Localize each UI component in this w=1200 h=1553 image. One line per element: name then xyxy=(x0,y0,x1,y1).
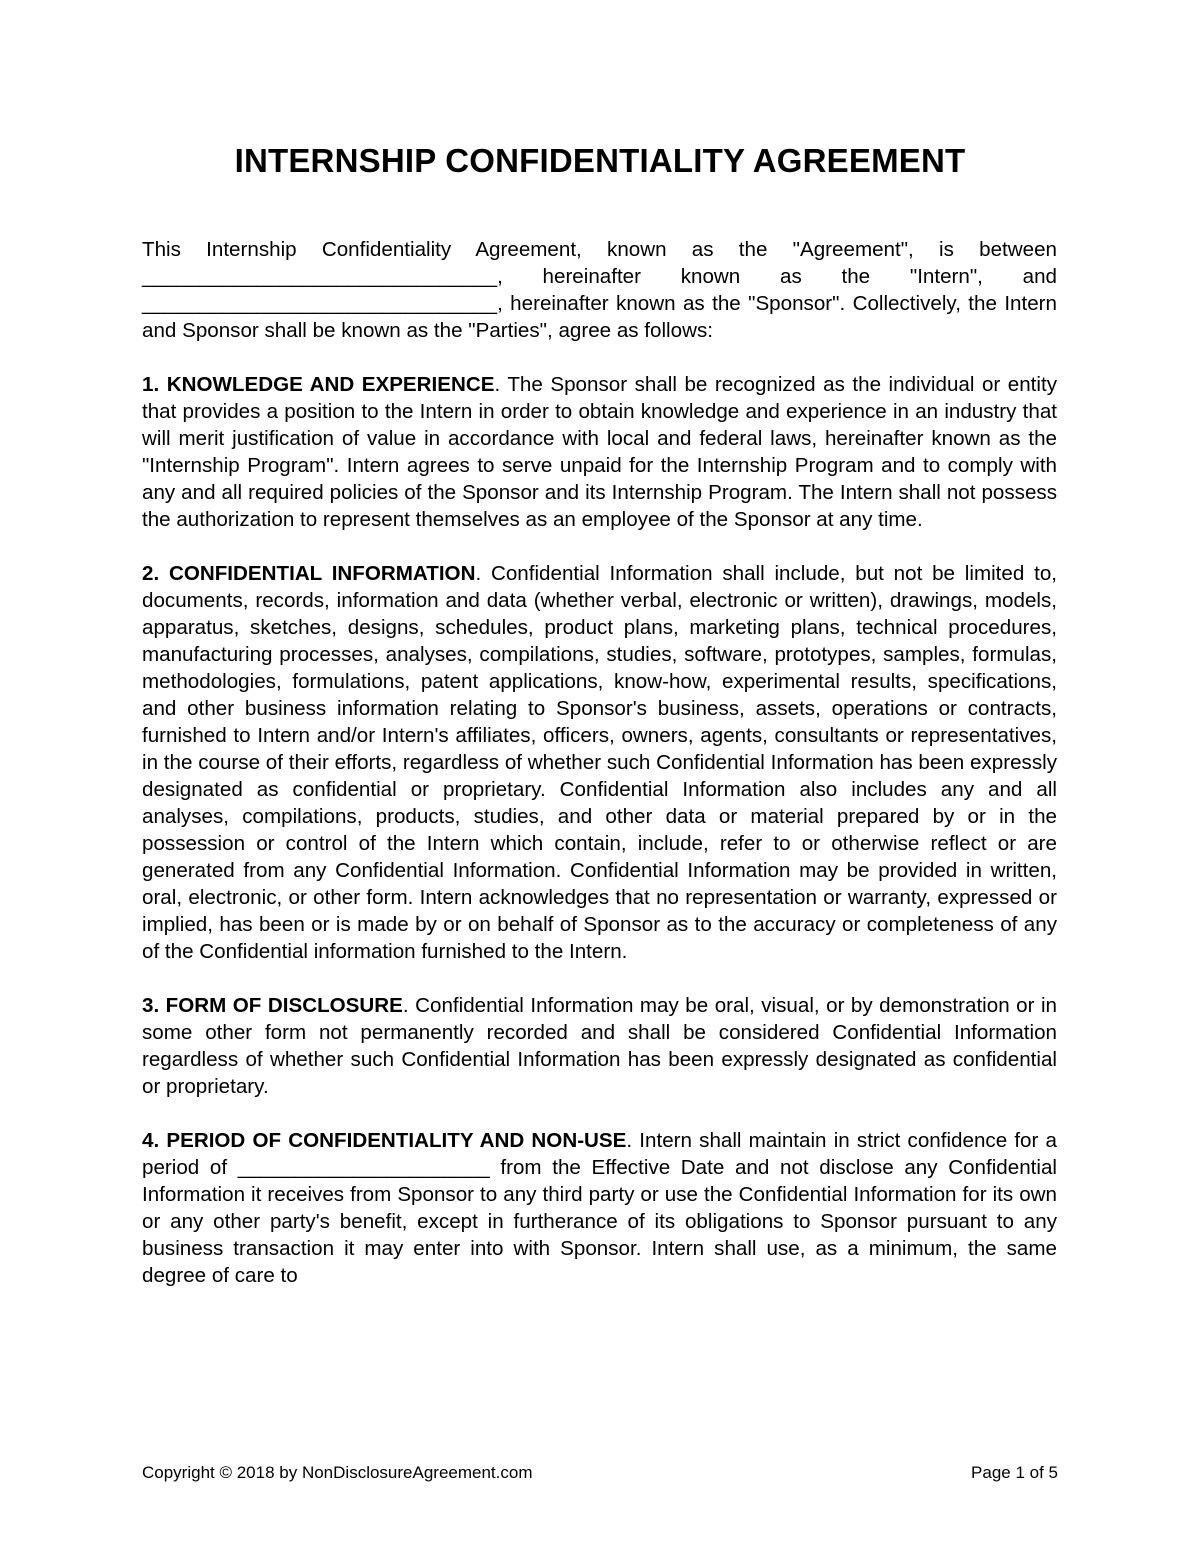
intro-text-2: , hereinafter known as the "Intern", and xyxy=(497,265,1057,288)
section-knowledge-experience xyxy=(142,371,1057,533)
section-text-before: . Intern shall maintain in strict confidence for a period of xyxy=(142,1129,1057,1179)
intro-paragraph xyxy=(142,236,1057,344)
sponsor-name-blank: _______________________________ xyxy=(142,292,498,315)
section-heading: 1. KNOWLEDGE AND EXPERIENCE xyxy=(142,373,495,396)
document-title: INTERNSHIP CONFIDENTIALITY AGREEMENT xyxy=(234,142,966,179)
page-footer xyxy=(142,1462,1058,1484)
intro-text-1: This Internship Confidentiality Agreement, known as the "Agreement", is between xyxy=(142,238,1057,261)
section-text: . Confidential Information shall include, but not be limited to, documents, records, information and data (whether verbal, electronic or written), drawings, models, apparatus, sketches, designs, schedules, product plans, marketing plans, technical procedures, manufacturing processes, analyses, compilations, studies, software, prototypes, samples, formulas, methodologies, formulations, patent applications, know-how, experimental results, specifications, and other business information relating to Sponsor's business, assets, operations or contracts, furnished to Intern and/or Intern's affiliates, officers, owners, agents, consultants or representatives, in the course of their efforts, regardless of whether such Confidential Information has been expressly designated as confidential or proprietary. Confidential Information also includes any and all analyses, compilations, products, studies, and other data or material prepared by or in the possession or control of the Intern which contain, include, refer to or otherwise reflect or are generated from any Confidential Information. Confidential Information may be provided in written, oral, electronic, or other form. Intern acknowledges that no representation or warranty, expressed or implied, has been or is made by or on behalf of Sponsor as to the accuracy or completeness of any of the Confidential information furnished to the Intern. xyxy=(142,562,1058,963)
document-body xyxy=(142,236,1057,1316)
section-text: . Confidential Information may be oral, visual, or by demonstration or in some other form not permanently recorded and shall be considered Confidential Information regardless of whether such Confidential Information has been expressly designated as confidential or proprietary. xyxy=(142,994,1057,1098)
section-heading: 3. FORM OF DISCLOSURE xyxy=(142,994,403,1017)
section-period-of-confidentiality xyxy=(142,1127,1057,1289)
page-number: Page 1 of 5 xyxy=(971,1463,1058,1482)
section-form-of-disclosure xyxy=(142,992,1057,1100)
intro-text-3: , hereinafter known as the "Sponsor". Collectively, the Intern and Sponsor shall be known as the "Parties", agree as follows: xyxy=(142,292,1057,342)
section-heading: 4. PERIOD OF CONFIDENTIALITY AND NON-USE xyxy=(142,1129,627,1152)
section-text: . The Sponsor shall be recognized as the individual or entity that provides a position to the Intern in order to obtain knowledge and experience in an industry that will merit justification of value in accordance with local and federal laws, hereinafter known as the "Internship Program". Intern agrees to serve unpaid for the Internship Program and to comply with any and all required policies of the Sponsor and its Internship Program. The Intern shall not possess the authorization to represent themselves as an employee of the Sponsor at any time. xyxy=(142,373,1057,531)
period-blank: ______________________ xyxy=(237,1156,490,1179)
intern-name-blank: _______________________________ xyxy=(142,265,498,288)
section-confidential-information xyxy=(142,560,1057,965)
section-text-after: from the Effective Date and not disclose any Confidential Information it receives from Sponsor to any third party or use the Confidential Information for its own or any other party's benefit, except in furtherance of its obligations to Sponsor pursuant to any business transaction it may enter into with Sponsor. Intern shall use, as a minimum, the same degree of care to xyxy=(142,1156,1057,1287)
copyright-notice: Copyright © 2018 by NonDisclosureAgreement.com xyxy=(142,1463,533,1482)
section-heading: 2. CONFIDENTIAL INFORMATION xyxy=(142,562,476,585)
